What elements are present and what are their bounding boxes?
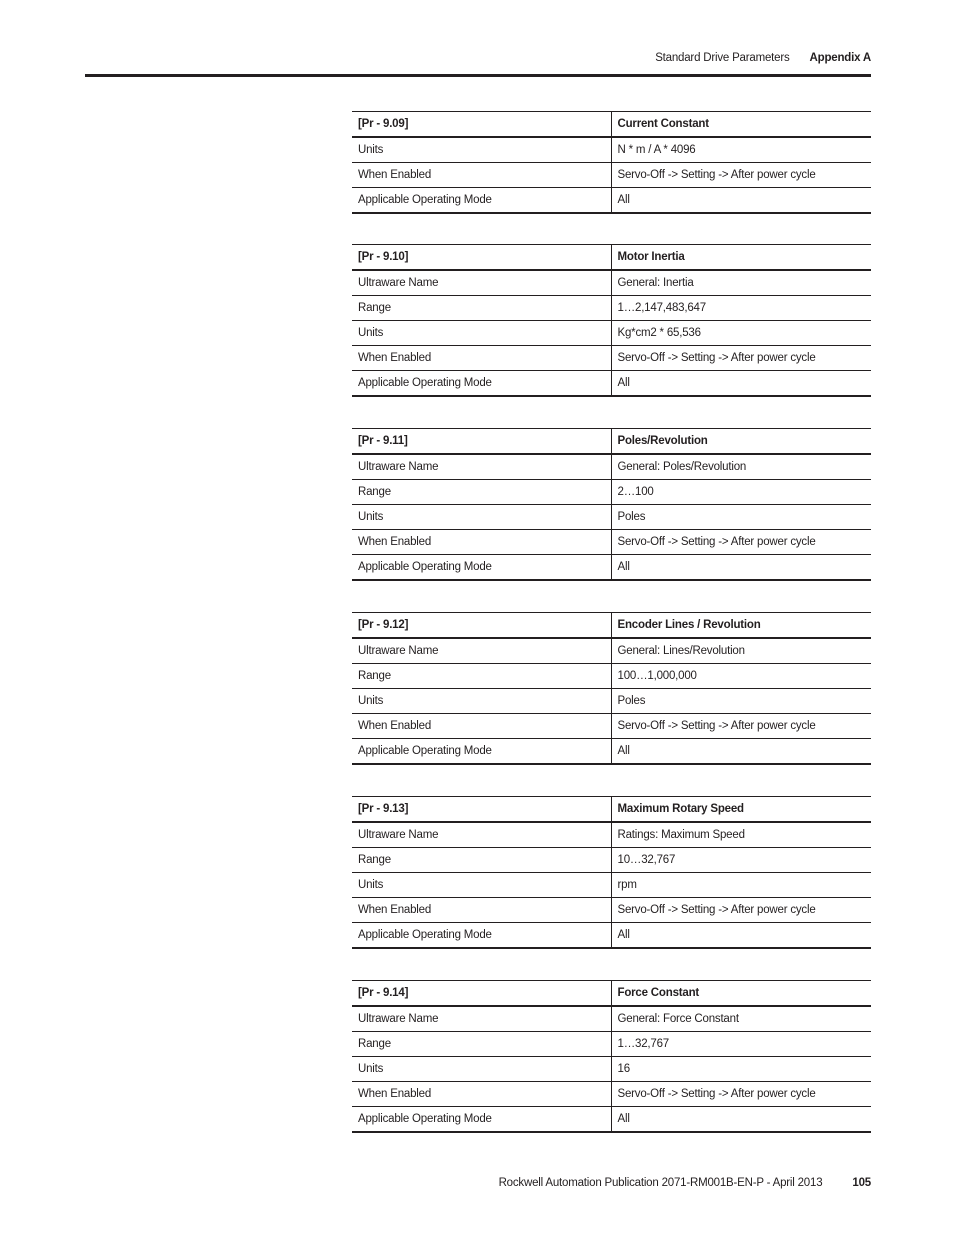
row-label: Units [352, 321, 611, 346]
row-label: Applicable Operating Mode [352, 371, 611, 397]
table-row [352, 714, 871, 739]
table-header-row [352, 613, 871, 639]
row-value: Servo-Off -> Setting -> After power cycle [611, 163, 871, 188]
row-value: All [611, 555, 871, 581]
row-label: Range [352, 664, 611, 689]
page-number: 105 [852, 1177, 871, 1189]
table-header-row [352, 112, 871, 138]
row-value: Kg*cm2 * 65,536 [611, 321, 871, 346]
table-header-row [352, 245, 871, 271]
page-header [655, 52, 871, 64]
table-row [352, 530, 871, 555]
header-rule [85, 74, 871, 77]
row-label: Ultraware Name [352, 638, 611, 664]
table-row [352, 739, 871, 765]
row-value: General: Lines/Revolution [611, 638, 871, 664]
header-section: Appendix A [809, 52, 871, 64]
row-value: Servo-Off -> Setting -> After power cycle [611, 714, 871, 739]
table-row [352, 321, 871, 346]
table-row [352, 480, 871, 505]
row-label: When Enabled [352, 346, 611, 371]
table-row [352, 1057, 871, 1082]
table-header-row [352, 429, 871, 455]
row-value: 100…1,000,000 [611, 664, 871, 689]
table-row [352, 188, 871, 214]
row-label: Ultraware Name [352, 270, 611, 296]
row-value: Servo-Off -> Setting -> After power cycle [611, 898, 871, 923]
table-header-row [352, 981, 871, 1007]
parameter-table [352, 244, 871, 397]
parameter-id: [Pr - 9.12] [352, 613, 611, 639]
row-label: Units [352, 873, 611, 898]
row-value: rpm [611, 873, 871, 898]
row-value: General: Force Constant [611, 1006, 871, 1032]
table-row [352, 163, 871, 188]
parameter-table [352, 111, 871, 214]
table-row [352, 296, 871, 321]
parameter-id: [Pr - 9.13] [352, 797, 611, 823]
table-row [352, 822, 871, 848]
row-label: When Enabled [352, 1082, 611, 1107]
parameter-title: Current Constant [611, 112, 871, 138]
row-value: Servo-Off -> Setting -> After power cycle [611, 346, 871, 371]
table-row [352, 923, 871, 949]
table-row [352, 371, 871, 397]
row-label: Ultraware Name [352, 822, 611, 848]
row-label: When Enabled [352, 163, 611, 188]
row-label: Applicable Operating Mode [352, 923, 611, 949]
row-label: Range [352, 848, 611, 873]
parameter-title: Maximum Rotary Speed [611, 797, 871, 823]
row-label: Range [352, 296, 611, 321]
row-value: All [611, 1107, 871, 1133]
table-row [352, 638, 871, 664]
parameter-table [352, 980, 871, 1133]
table-row [352, 270, 871, 296]
table-row [352, 505, 871, 530]
parameter-title: Force Constant [611, 981, 871, 1007]
table-row [352, 689, 871, 714]
row-value: Servo-Off -> Setting -> After power cycle [611, 530, 871, 555]
row-label: Units [352, 689, 611, 714]
header-chapter: Standard Drive Parameters [655, 52, 790, 64]
table-row [352, 555, 871, 581]
row-label: Applicable Operating Mode [352, 555, 611, 581]
parameter-table [352, 612, 871, 765]
row-value: 10…32,767 [611, 848, 871, 873]
parameter-id: [Pr - 9.14] [352, 981, 611, 1007]
row-value: General: Poles/Revolution [611, 454, 871, 480]
row-label: Applicable Operating Mode [352, 739, 611, 765]
table-row [352, 848, 871, 873]
row-value: All [611, 371, 871, 397]
table-header-row [352, 797, 871, 823]
table-row [352, 454, 871, 480]
parameter-table [352, 428, 871, 581]
row-value: General: Inertia [611, 270, 871, 296]
row-value: All [611, 188, 871, 214]
row-label: Range [352, 480, 611, 505]
row-value: 1…32,767 [611, 1032, 871, 1057]
parameter-id: [Pr - 9.09] [352, 112, 611, 138]
row-label: When Enabled [352, 530, 611, 555]
row-label: Ultraware Name [352, 454, 611, 480]
row-value: Poles [611, 505, 871, 530]
row-label: Ultraware Name [352, 1006, 611, 1032]
table-row [352, 1006, 871, 1032]
footer-publication: Rockwell Automation Publication 2071-RM001B-EN-P - April 2013 [498, 1177, 823, 1189]
parameter-title: Poles/Revolution [611, 429, 871, 455]
row-label: Applicable Operating Mode [352, 188, 611, 214]
row-label: Applicable Operating Mode [352, 1107, 611, 1133]
row-label: When Enabled [352, 898, 611, 923]
table-row [352, 664, 871, 689]
row-label: When Enabled [352, 714, 611, 739]
row-value: 1…2,147,483,647 [611, 296, 871, 321]
row-label: Range [352, 1032, 611, 1057]
parameter-table [352, 796, 871, 949]
row-value: Poles [611, 689, 871, 714]
table-row [352, 1082, 871, 1107]
table-row [352, 1107, 871, 1133]
row-value: All [611, 739, 871, 765]
row-label: Units [352, 1057, 611, 1082]
parameter-id: [Pr - 9.11] [352, 429, 611, 455]
row-value: 2…100 [611, 480, 871, 505]
row-value: Servo-Off -> Setting -> After power cycle [611, 1082, 871, 1107]
row-label: Units [352, 505, 611, 530]
parameter-title: Encoder Lines / Revolution [611, 613, 871, 639]
parameter-title: Motor Inertia [611, 245, 871, 271]
row-value: All [611, 923, 871, 949]
row-label: Units [352, 137, 611, 163]
page-footer [499, 1177, 871, 1189]
parameter-id: [Pr - 9.10] [352, 245, 611, 271]
row-value: Ratings: Maximum Speed [611, 822, 871, 848]
table-row [352, 346, 871, 371]
table-row [352, 873, 871, 898]
row-value: N * m / A * 4096 [611, 137, 871, 163]
table-row [352, 1032, 871, 1057]
row-value: 16 [611, 1057, 871, 1082]
table-row [352, 898, 871, 923]
table-row [352, 137, 871, 163]
